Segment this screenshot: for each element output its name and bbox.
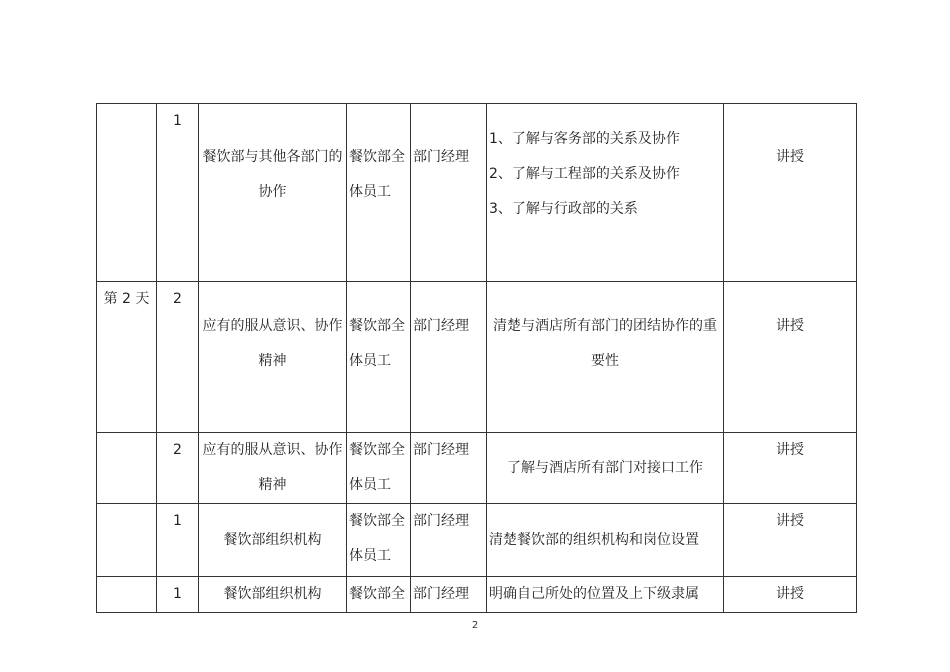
content-cell: [487, 433, 724, 504]
trainer-cell: 部门经理: [411, 433, 487, 504]
trainer-cell: 部门经理: [411, 577, 487, 613]
audience-cell: 餐饮部全体员工: [347, 433, 411, 504]
content-line: 清楚餐饮部的组织机构和岗位设置: [489, 531, 699, 548]
table-row: [97, 504, 857, 577]
topic-cell: 应有的服从意识、协作精神: [199, 433, 347, 504]
trainer-cell: 部门经理: [411, 504, 487, 577]
session-number-cell: 1: [157, 104, 199, 282]
method-cell: 讲授: [724, 577, 857, 613]
table-row: [97, 104, 857, 282]
topic-cell: 餐饮部组织机构: [199, 577, 347, 613]
content-cell: [487, 577, 724, 613]
audience-cell: 餐饮部全: [347, 577, 411, 613]
method-cell: 讲授: [724, 104, 857, 282]
day-cell: 第 2 天: [97, 282, 157, 433]
trainer-cell: 部门经理: [411, 104, 487, 282]
topic-cell: 餐饮部与其他各部门的协作: [199, 104, 347, 282]
table-row: [97, 577, 857, 613]
content-cell: [487, 504, 724, 577]
page-number: 2: [471, 620, 479, 631]
day-cell: [97, 433, 157, 504]
session-number-cell: 2: [157, 282, 199, 433]
day-cell: [97, 504, 157, 577]
method-cell: 讲授: [724, 282, 857, 433]
trainer-cell: 部门经理: [411, 282, 487, 433]
audience-cell: 餐饮部全体员工: [347, 282, 411, 433]
method-cell: 讲授: [724, 433, 857, 504]
session-number-cell: 1: [157, 577, 199, 613]
method-cell: 讲授: [724, 504, 857, 577]
content-line: 明确自己所处的位置及上下级隶属: [489, 586, 699, 602]
table-row: [97, 282, 857, 433]
audience-cell: 餐饮部全体员工: [347, 504, 411, 577]
table-row: [97, 433, 857, 504]
content-cell: [487, 104, 724, 282]
topic-cell: 应有的服从意识、协作精神: [199, 282, 347, 433]
content-line: 3、了解与行政部的关系: [489, 201, 638, 217]
audience-cell: 餐饮部全体员工: [347, 104, 411, 282]
content-line: 1、了解与客务部的关系及协作: [489, 131, 680, 147]
content-line: 2、了解与工程部的关系及协作: [489, 166, 680, 182]
day-cell: [97, 577, 157, 613]
content-line: 清楚与酒店所有部门的团结协作的重要性: [493, 318, 717, 369]
content-cell: [487, 282, 724, 433]
session-number-cell: 1: [157, 504, 199, 577]
training-schedule-table: [96, 103, 857, 613]
day-cell: [97, 104, 157, 282]
content-line: 了解与酒店所有部门对接口工作: [507, 459, 703, 476]
topic-cell: 餐饮部组织机构: [199, 504, 347, 577]
session-number-cell: 2: [157, 433, 199, 504]
